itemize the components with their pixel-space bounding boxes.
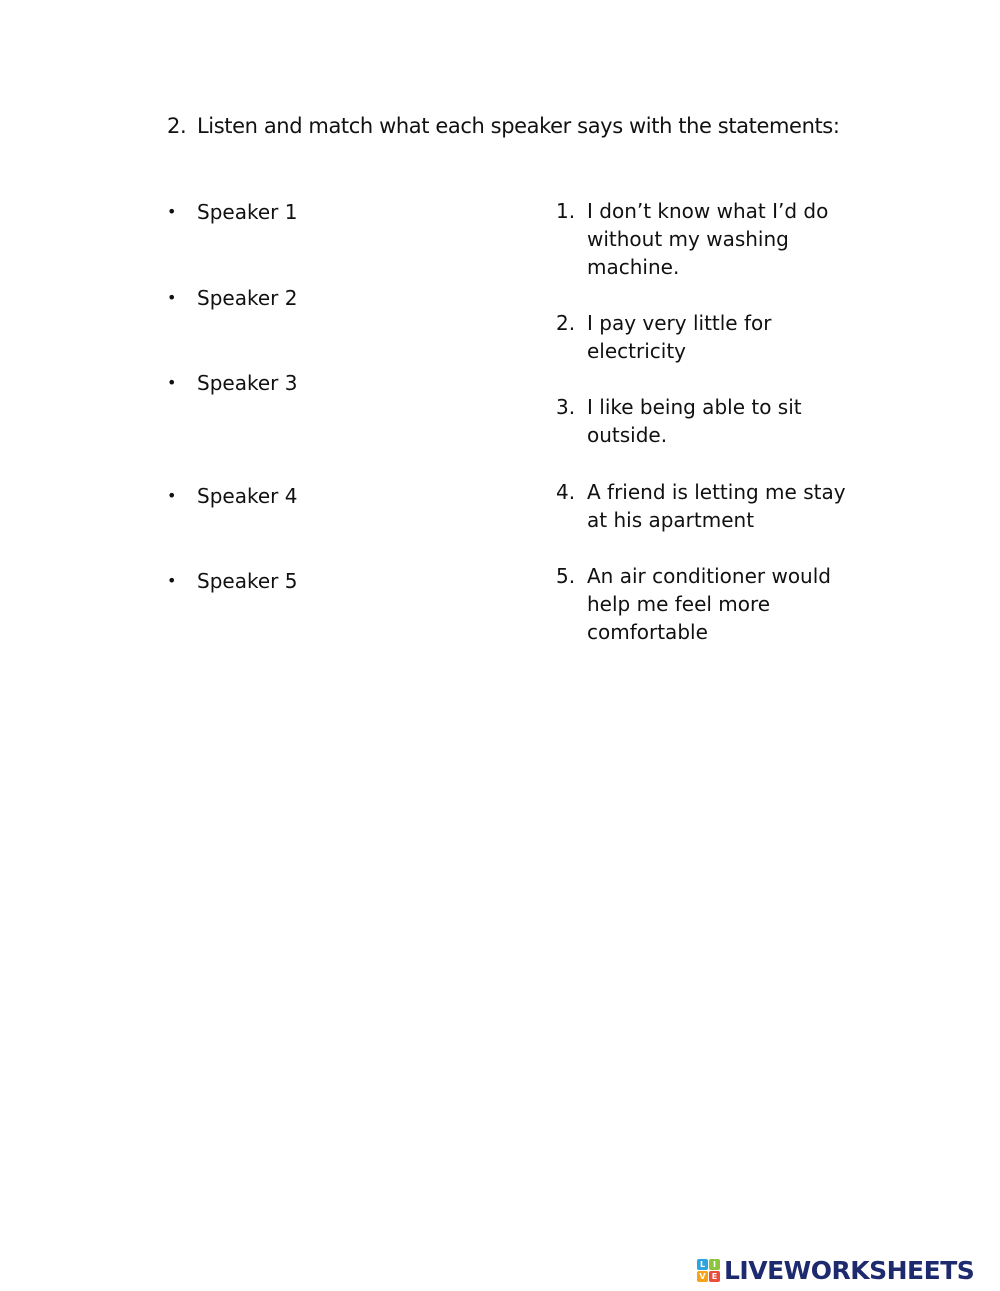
statement-text: I don’t know what I’d do without my washing machine. [587,199,829,279]
logo-text: LIVEWORKSHEETS [724,1255,975,1285]
exercise-instruction: Listen and match what each speaker says with the statements: [197,114,840,138]
statement-item-5 [556,562,856,646]
liveworksheets-mark-icon [697,1259,720,1282]
statement-text: A friend is letting me stay at his apartment [587,480,846,532]
statement-number: 1. [556,199,576,223]
bullet-icon: • [167,373,177,392]
speaker-item-1 [167,200,297,224]
statement-number: 4. [556,480,576,504]
logo-tile: L [697,1259,708,1270]
speaker-label: Speaker 4 [197,484,298,508]
liveworksheets-logo [697,1255,974,1285]
speaker-item-2 [167,286,297,310]
speaker-label: Speaker 3 [197,371,298,395]
speaker-item-5 [167,569,297,593]
statement-number: 5. [556,564,576,588]
statement-text: An air conditioner would help me feel more comfortable [587,564,831,644]
statement-text: I pay very little for electricity [587,311,772,363]
statement-number: 3. [556,395,576,419]
speaker-item-4 [167,484,297,508]
logo-tile: I [709,1259,720,1270]
logo-tile: E [709,1271,720,1282]
speaker-label: Speaker 1 [197,200,298,224]
statement-item-1 [556,197,856,281]
exercise-heading [167,114,840,138]
bullet-icon: • [167,486,177,505]
bullet-icon: • [167,202,177,221]
statement-item-2 [556,309,856,365]
speaker-item-3 [167,371,297,395]
speaker-label: Speaker 5 [197,569,298,593]
logo-tile: V [697,1271,708,1282]
statement-number: 2. [556,311,576,335]
bullet-icon: • [167,571,177,590]
bullet-icon: • [167,288,177,307]
speaker-label: Speaker 2 [197,286,298,310]
statement-item-3 [556,393,856,449]
statement-item-4 [556,478,856,534]
statement-text: I like being able to sit outside. [587,395,802,447]
exercise-number: 2. [167,114,187,138]
